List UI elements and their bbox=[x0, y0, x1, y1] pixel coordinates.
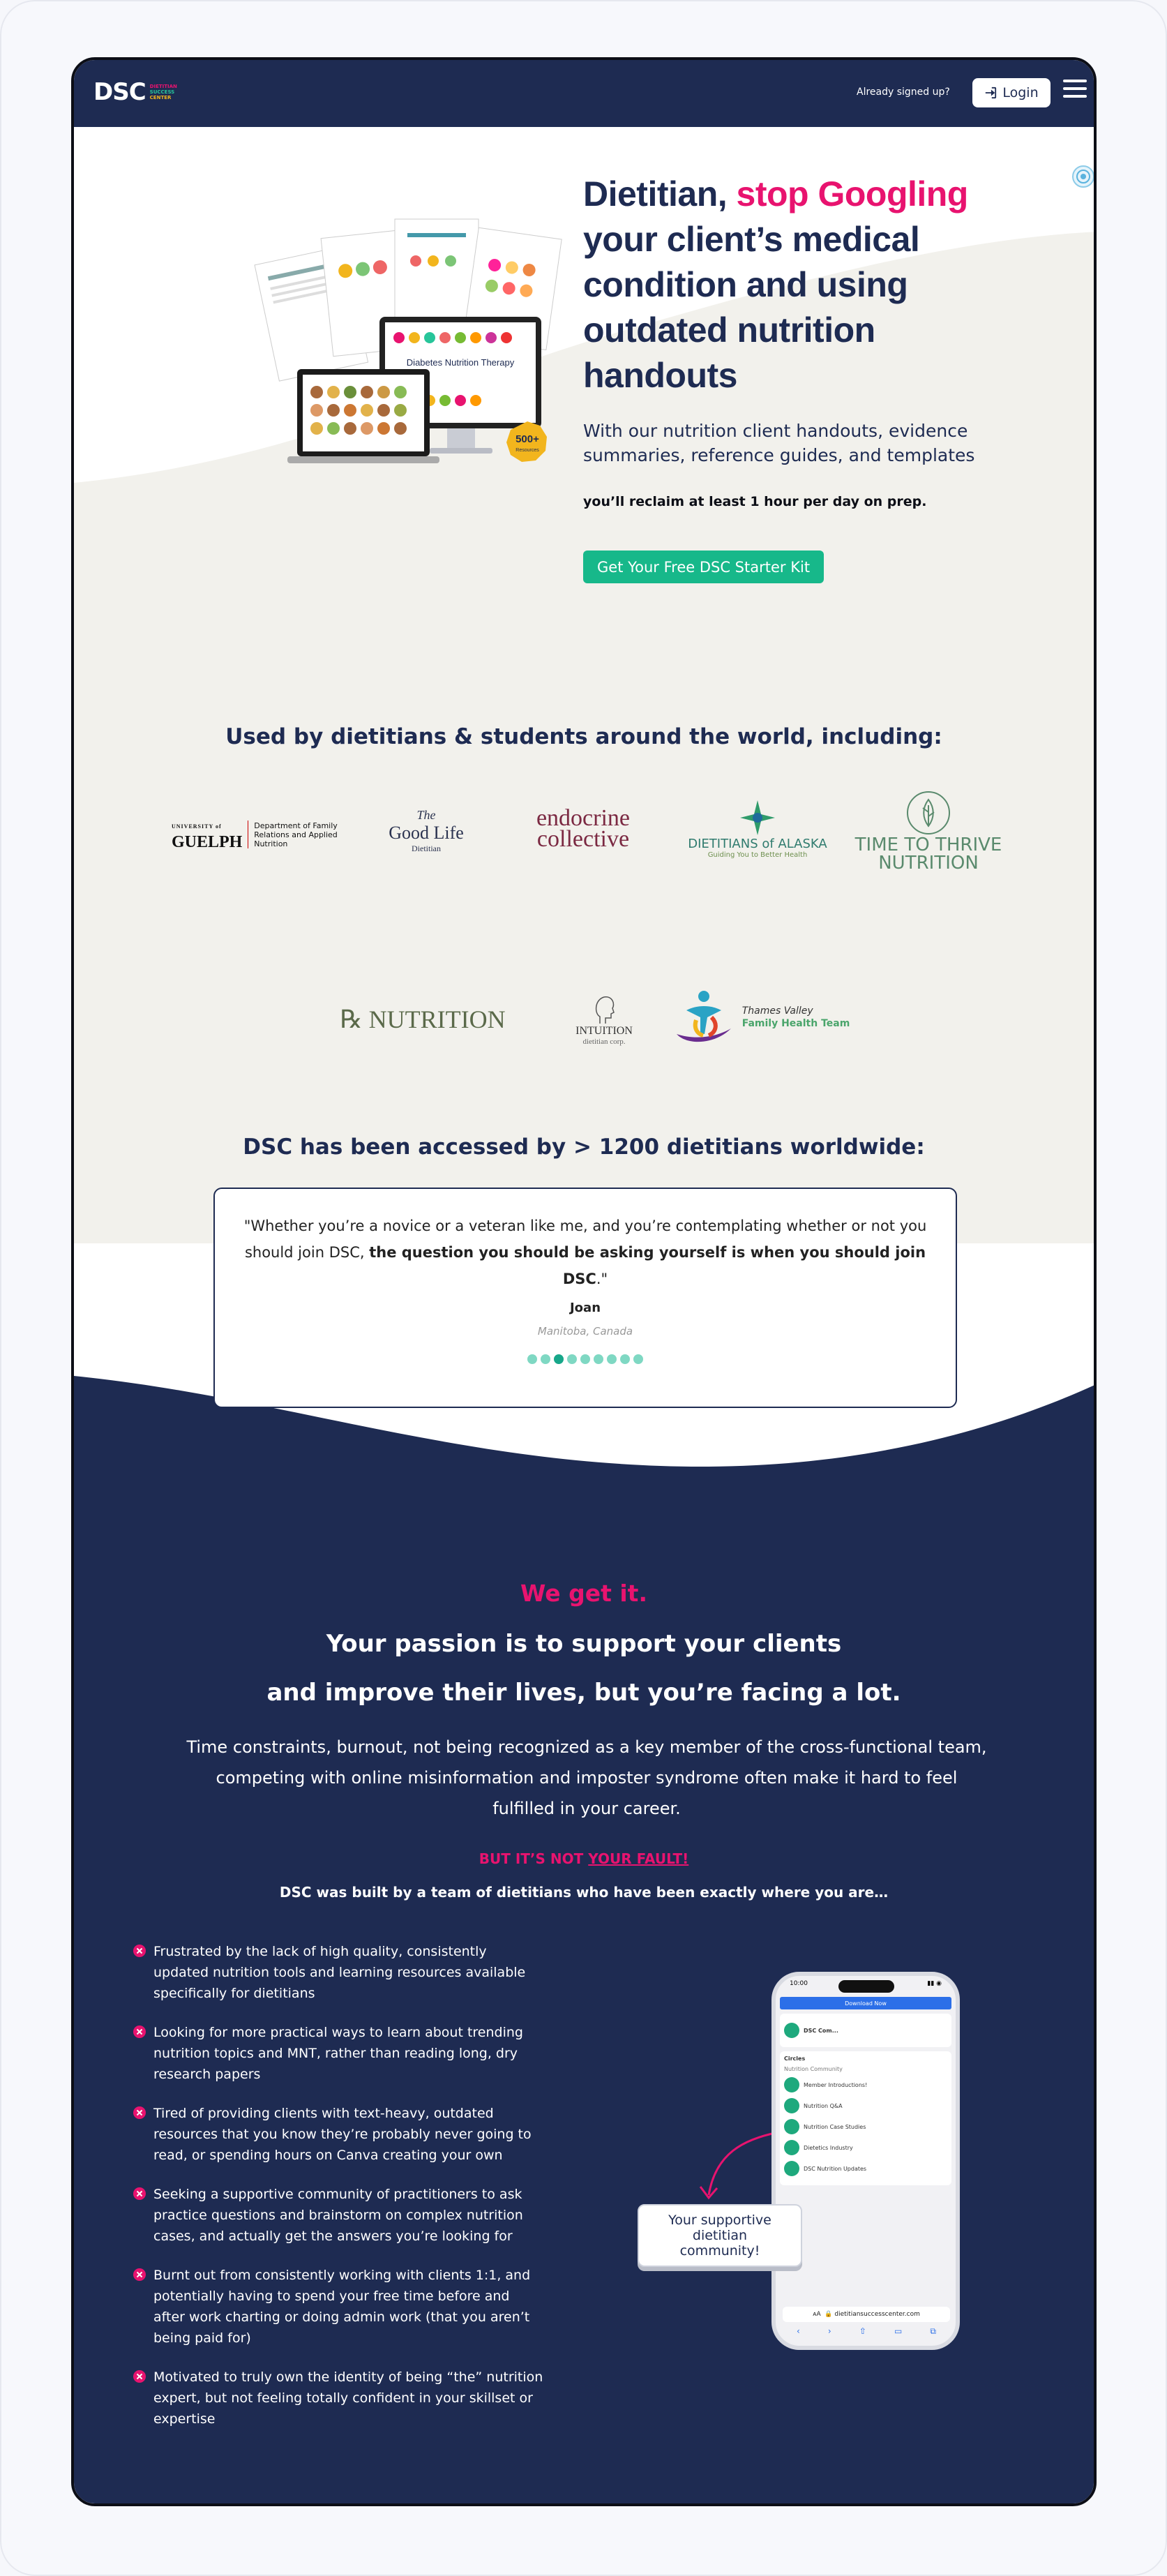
guelph-name: GUELPH bbox=[172, 833, 243, 851]
testimonial-location: Manitoba, Canada bbox=[537, 1325, 633, 1338]
hero-subtitle: With our nutrition client handouts, evidence summaries, reference guides, and templates bbox=[583, 421, 975, 465]
hero-claim: you’ll reclaim at least 1 hour per day on prep. bbox=[583, 494, 927, 509]
time-to-thrive-logo bbox=[841, 786, 1016, 876]
quote-end: ." bbox=[596, 1271, 608, 1287]
carousel-dot[interactable] bbox=[607, 1354, 617, 1364]
x-circle-icon bbox=[133, 2106, 146, 2120]
endocrine-line1: endocrine bbox=[536, 805, 631, 831]
phone-url: dietitiansuccesscenter.com bbox=[834, 2311, 920, 2318]
built-by-text: DSC was built by a team of dietitians who have been exactly where you are… bbox=[279, 1884, 889, 1901]
thrive-line2: NUTRITION bbox=[878, 853, 979, 874]
resources-badge: 500+ bbox=[515, 433, 539, 445]
x-circle-icon bbox=[133, 2268, 146, 2282]
carousel-dot[interactable] bbox=[633, 1354, 643, 1364]
carousel-dot[interactable] bbox=[580, 1354, 590, 1364]
quote-bold: the question you should be asking yourself is when you should join DSC bbox=[369, 1244, 926, 1287]
logo-word-3: CENTER bbox=[149, 95, 172, 100]
channel-avatar bbox=[784, 2161, 799, 2176]
testimonial-card bbox=[213, 1188, 957, 1408]
channel-avatar bbox=[784, 2098, 799, 2113]
good-life-dietitian-logo bbox=[367, 800, 485, 862]
testimonials-title: DSC has been accessed by > 1200 dietitians worldwide: bbox=[243, 1135, 925, 1160]
fault-text bbox=[74, 1850, 1094, 1867]
thames-valley-logo bbox=[667, 982, 855, 1052]
phone-mockup bbox=[771, 1972, 960, 2350]
pain-point-item bbox=[133, 1941, 544, 2004]
logo-word-2: SUCCESS bbox=[149, 89, 175, 95]
rx-name: NUTRITION bbox=[368, 1005, 506, 1033]
hero-title-lead: Dietitian, bbox=[583, 174, 737, 214]
guelph-university: UNIVERSITY of bbox=[172, 823, 222, 830]
resources-badge-sub: Resources bbox=[515, 448, 539, 453]
phone-circles-label: Circles bbox=[784, 2055, 806, 2062]
phone-circles bbox=[780, 2051, 951, 2185]
pain-points-list bbox=[133, 1941, 544, 2448]
phone-time: 10:00 bbox=[790, 1980, 808, 1987]
problem-headline-1: Your passion is to support your clients bbox=[326, 1630, 842, 1658]
pain-point-item bbox=[133, 2265, 544, 2349]
phone-app-header bbox=[780, 2014, 951, 2047]
hero-title-accent: stop Googling bbox=[736, 174, 968, 214]
phone-url-bar: ᴀA 🔒 dietitiansuccesscenter.com bbox=[783, 2307, 950, 2322]
problem-headline-2: and improve their lives, but you’re facing a lot. bbox=[266, 1679, 901, 1707]
community-callout: Your supportive dietitian community! bbox=[638, 2204, 802, 2267]
guelph-dept: Department of Family Relations and Applied Nutrition bbox=[254, 821, 338, 848]
hamburger-menu-icon[interactable] bbox=[1063, 80, 1087, 100]
phone-channel-row bbox=[784, 2160, 947, 2177]
pain-point-text: Burnt out from consistently working with clients 1:1, and potentially having to spend your free time before and after work charting or doing admin work (that you aren’t being paid for) bbox=[153, 2268, 531, 2346]
thrive-line1: TIME TO THRIVE bbox=[854, 834, 1002, 855]
goodlife-sub: Dietitian bbox=[412, 844, 441, 853]
download-banner: Download Now bbox=[780, 1997, 951, 2009]
family-figure-icon bbox=[672, 989, 735, 1045]
phone-channel-name: DSC Nutrition Updates bbox=[804, 2165, 867, 2172]
pain-point-item bbox=[133, 2022, 544, 2085]
phone-channel-name: Dietetics Industry bbox=[804, 2144, 853, 2151]
dietitians-of-alaska-logo bbox=[674, 794, 841, 864]
pain-point-text: Motivated to truly own the identity of being “the” nutrition expert, but not feeling totally confident in your skillset or expertise bbox=[153, 2369, 543, 2427]
leaf-ring-icon bbox=[905, 790, 951, 836]
login-label: Login bbox=[1002, 85, 1039, 100]
intuition-name: INTUITION bbox=[575, 1025, 633, 1037]
logo-mark: DSC bbox=[93, 78, 146, 106]
landing-page bbox=[71, 57, 1097, 2506]
pain-point-item bbox=[133, 2103, 544, 2166]
phone-browser-nav: ‹ › ⇧ ▭ ⧉ bbox=[797, 2326, 936, 2336]
testimonial-author: Joan bbox=[569, 1301, 601, 1315]
hero-resources-illustration bbox=[220, 212, 576, 477]
hero-title-rest: your client’s medical condition and using outdated nutrition handouts bbox=[583, 220, 920, 395]
problem-kicker: We get it. bbox=[520, 1580, 647, 1607]
logo[interactable] bbox=[93, 78, 177, 106]
intuition-dietitian-logo bbox=[548, 981, 660, 1058]
x-circle-icon bbox=[133, 2187, 146, 2201]
carousel-dot[interactable] bbox=[527, 1354, 537, 1364]
pain-point-text: Frustrated by the lack of high quality, consistently updated nutrition tools and learning resources available specifically for dietitians bbox=[153, 1944, 526, 2001]
quote-plain: "Whether you’re a novice or a veteran like me, and you’re contemplating whether or not you should join DSC, bbox=[243, 1218, 927, 1261]
fault-lead: BUT IT’S NOT bbox=[479, 1850, 589, 1867]
hero-title bbox=[583, 172, 1030, 398]
carousel-dot[interactable] bbox=[567, 1354, 577, 1364]
problem-body: Time constraints, burnout, not being recognized as a key member of the cross-functional team, competing with online misinformation and imposter syndrome often make it hard to feel fulfilled in your career. bbox=[186, 1737, 987, 1818]
phone-channel-name: Nutrition Q&A bbox=[804, 2102, 843, 2109]
pain-point-text: Tired of providing clients with text-heavy, outdated resources that you know they’re probably never going to read, or spending hours on Canva creating your own bbox=[153, 2106, 532, 2163]
guelph-logo bbox=[172, 814, 346, 855]
mockup-title: Diabetes Nutrition Therapy bbox=[406, 357, 515, 368]
testimonial-quote bbox=[243, 1213, 928, 1292]
signal-icon: ▮▮ ◉ bbox=[927, 1980, 942, 1987]
rx-symbol: ℞ bbox=[340, 1005, 363, 1033]
head-silhouette-icon bbox=[590, 993, 618, 1025]
logo-wordmark bbox=[150, 84, 177, 100]
intuition-sub: dietitian corp. bbox=[582, 1038, 626, 1046]
phone-channel-name: Nutrition Case Studies bbox=[804, 2123, 866, 2130]
curved-arrow-icon bbox=[688, 2125, 785, 2209]
thames-line1: Thames Valley bbox=[741, 1005, 813, 1017]
alaska-name: DIETITIANS of ALASKA bbox=[688, 837, 827, 851]
carousel-dot[interactable] bbox=[620, 1354, 630, 1364]
goodlife-the: The bbox=[416, 808, 436, 822]
endocrine-collective-logo bbox=[520, 801, 646, 857]
phone-channel-row bbox=[784, 2076, 947, 2093]
sign-in-icon bbox=[984, 87, 997, 99]
pain-point-text: Seeking a supportive community of practitioners to ask practice questions and brainstorm on complex nutrition cases, and actually get the answers you’re looking for bbox=[153, 2187, 523, 2244]
pain-point-text: Looking for more practical ways to learn about trending nutrition topics and MNT, rather than reading long, dry research papers bbox=[153, 2025, 523, 2082]
login-button[interactable] bbox=[972, 78, 1051, 107]
pain-point-item bbox=[133, 2184, 544, 2247]
app-avatar bbox=[784, 2023, 799, 2038]
carousel-dot[interactable] bbox=[541, 1354, 550, 1364]
pain-point-item bbox=[133, 2367, 544, 2429]
x-circle-icon bbox=[133, 2025, 146, 2039]
problem-headline bbox=[74, 1619, 1094, 1717]
x-circle-icon bbox=[133, 2369, 146, 2383]
endocrine-line2: collective bbox=[536, 826, 630, 852]
phone-channel-row bbox=[784, 2139, 947, 2156]
partners-title: Used by dietitians & students around the world, including: bbox=[225, 724, 942, 749]
phone-app-name: DSC Com... bbox=[804, 2027, 838, 2034]
channel-avatar bbox=[784, 2140, 799, 2155]
compass-star-icon bbox=[739, 799, 776, 837]
phone-community-label: Nutrition Community bbox=[784, 2066, 843, 2072]
thames-line2: Family Health Team bbox=[741, 1018, 850, 1029]
phone-channel-name: Member Introductions! bbox=[804, 2081, 868, 2088]
phone-channel-row bbox=[784, 2118, 947, 2135]
site-header bbox=[74, 60, 1094, 127]
starter-kit-button[interactable]: Get Your Free DSC Starter Kit bbox=[583, 551, 824, 583]
rx-nutrition-logo bbox=[325, 995, 520, 1044]
carousel-dots bbox=[243, 1354, 928, 1364]
carousel-dot[interactable] bbox=[594, 1354, 603, 1364]
fault-link[interactable]: YOUR FAULT! bbox=[588, 1850, 689, 1867]
x-circle-icon bbox=[133, 1944, 146, 1958]
channel-avatar bbox=[784, 2119, 799, 2134]
logo-word-1: DIETITIAN bbox=[149, 84, 177, 89]
phone-channel-row bbox=[784, 2097, 947, 2114]
channel-avatar bbox=[784, 2077, 799, 2092]
goodlife-name: Good Life bbox=[389, 823, 464, 843]
spiral-icon[interactable] bbox=[1071, 165, 1095, 188]
alaska-tagline: Guiding You to Better Health bbox=[707, 851, 808, 859]
carousel-dot[interactable] bbox=[554, 1354, 564, 1364]
signed-up-text: Already signed up? bbox=[857, 87, 950, 98]
